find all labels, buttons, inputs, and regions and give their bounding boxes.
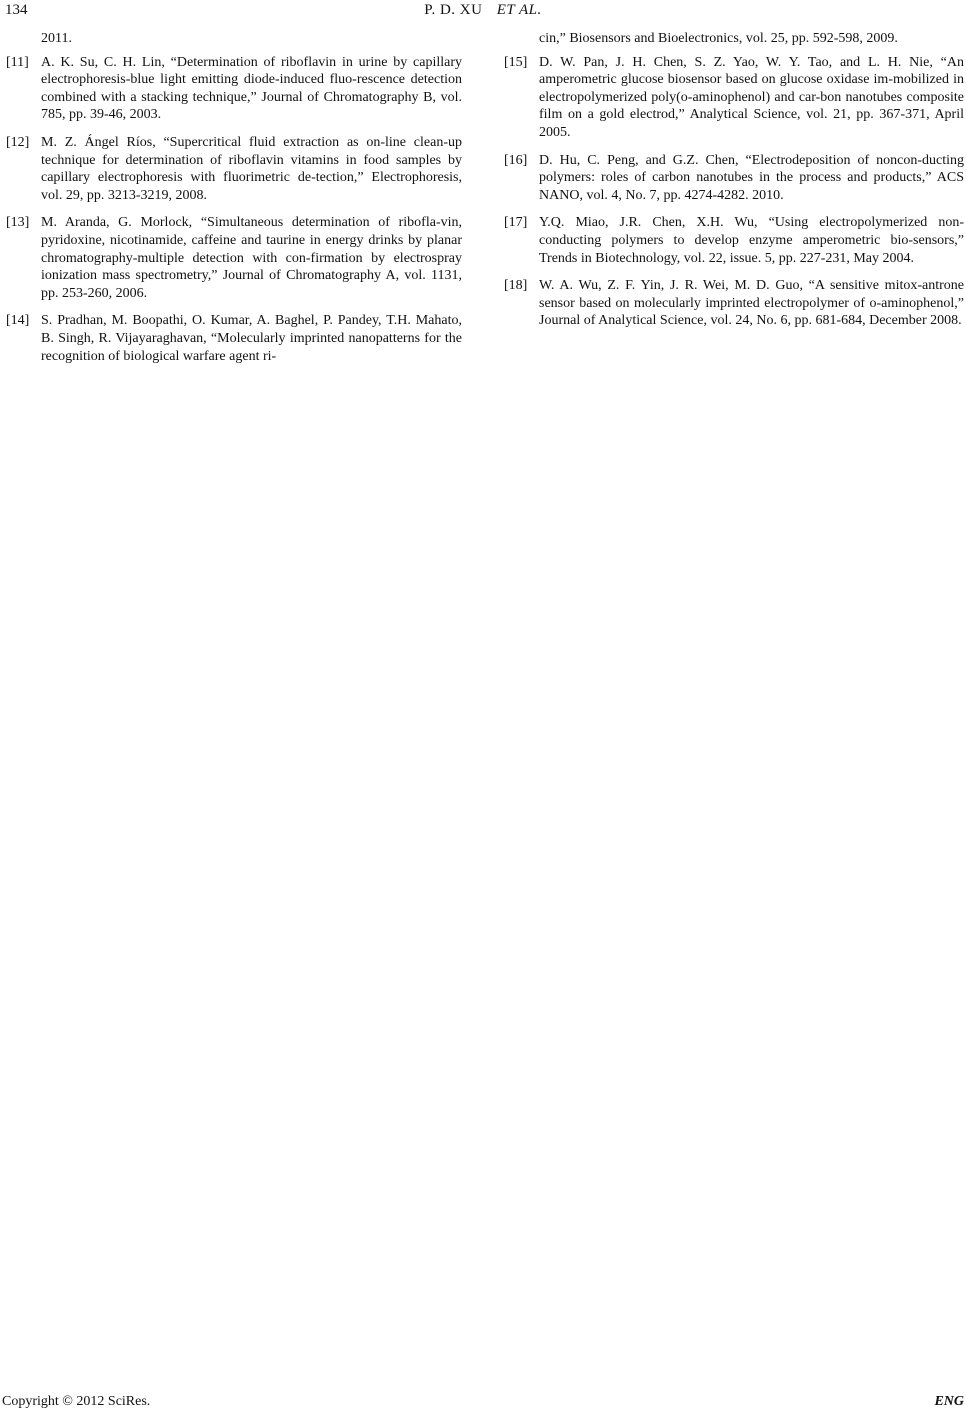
running-head-authors: P. D. XU — [424, 2, 483, 18]
reference-number: [17] — [504, 215, 528, 231]
continuation-text: 2011. — [41, 31, 72, 46]
reference-entry — [504, 277, 964, 330]
continuation-text: cin,” Biosensors and Bioelectronics, vol. 25, pp. 592-598, 2009. — [539, 31, 898, 46]
reference-text: D. W. Pan, J. H. Chen, S. Z. Yao, W. Y. Tao, and L. H. Nie, “An amperometric glucose biosensor based on glucose oxidase im-mobilized in electropolymerized poly(o-aminophenol) and car-bon nanotubes composite film on a gold electrod,” Analytical Science, vol. 21, pp. 367-371, April 2005. — [539, 54, 964, 140]
reference-entry — [504, 54, 964, 142]
running-head-et-al: ET AL. — [496, 2, 542, 18]
reference-text: M. Z. Ángel Ríos, “Supercritical fluid extraction as on-line clean-up technique for determination of riboflavin vitamins in food samples by capillary electrophoresis with fluorimetric de-tection,” Electrophoresis, vol. 29, pp. 3213-3219, 2008. — [41, 134, 462, 203]
reference-number: [15] — [504, 54, 528, 70]
reference-entry — [6, 312, 462, 365]
reference-entry — [6, 54, 462, 124]
reference-number: [11] — [6, 54, 29, 70]
reference-number: [16] — [504, 152, 528, 168]
reference-number: [18] — [504, 278, 528, 294]
reference-number: [12] — [6, 134, 30, 150]
reference-text: Y.Q. Miao, J.R. Chen, X.H. Wu, “Using electropolymerized non-conducting polymers to develop enzyme amperometric bio-sensors,” Trends in Biotechnology, vol. 22, issue. 5, pp. 227-231, May 2004. — [539, 215, 964, 266]
footer-copyright: Copyright © 2012 SciRes. — [2, 1394, 151, 1409]
reference-text: D. Hu, C. Peng, and G.Z. Chen, “Electrodeposition of noncon-ducting polymers: roles of carbon nanotubes in the process and products,” ACS NANO, vol. 4, No. 7, pp. 4274-4282. 2010. — [539, 152, 964, 203]
reference-text: S. Pradhan, M. Boopathi, O. Kumar, A. Baghel, P. Pandey, T.H. Mahato, B. Singh, R. Vijayaraghavan, “Molecularly imprinted nanopatterns for the recognition of biological warfare agent ri- — [41, 313, 462, 364]
reference-entry — [504, 214, 964, 267]
reference-text: A. K. Su, C. H. Lin, “Determination of riboflavin in urine by capillary electrophoresis-blue light emitting diode-induced fluo-rescence detection combined with a stacking technique,” Journal of Chromatography B, vol. 785, pp. 39-46, 2003. — [41, 54, 462, 123]
reference-number: [14] — [6, 313, 30, 329]
running-head — [0, 2, 966, 19]
reference-text: M. Aranda, G. Morlock, “Simultaneous determination of ribofla-vin, pyridoxine, nicotinamide, caffeine and taurine in energy drinks by planar chromatography-multiple detection with con-firmation by electrospray ionization mass spectrometry,” Journal of Chromatography A, vol. 1131, pp. 253-260, 2006. — [41, 215, 462, 301]
page-number: 134 — [5, 2, 28, 18]
reference-entry — [6, 214, 462, 302]
right-column — [504, 30, 964, 340]
reference-entry — [504, 152, 964, 205]
reference-number: [13] — [6, 215, 30, 231]
left-column — [6, 30, 462, 375]
reference-entry — [6, 134, 462, 204]
reference-text: W. A. Wu, Z. F. Yin, J. R. Wei, M. D. Guo, “A sensitive mitox-antrone sensor based on molecularly imprinted electropolymer of o-aminophenol,” Journal of Analytical Science, vol. 24, No. 6, pp. 681-684, December 2008. — [539, 278, 964, 329]
footer-journal: ENG — [934, 1394, 964, 1409]
